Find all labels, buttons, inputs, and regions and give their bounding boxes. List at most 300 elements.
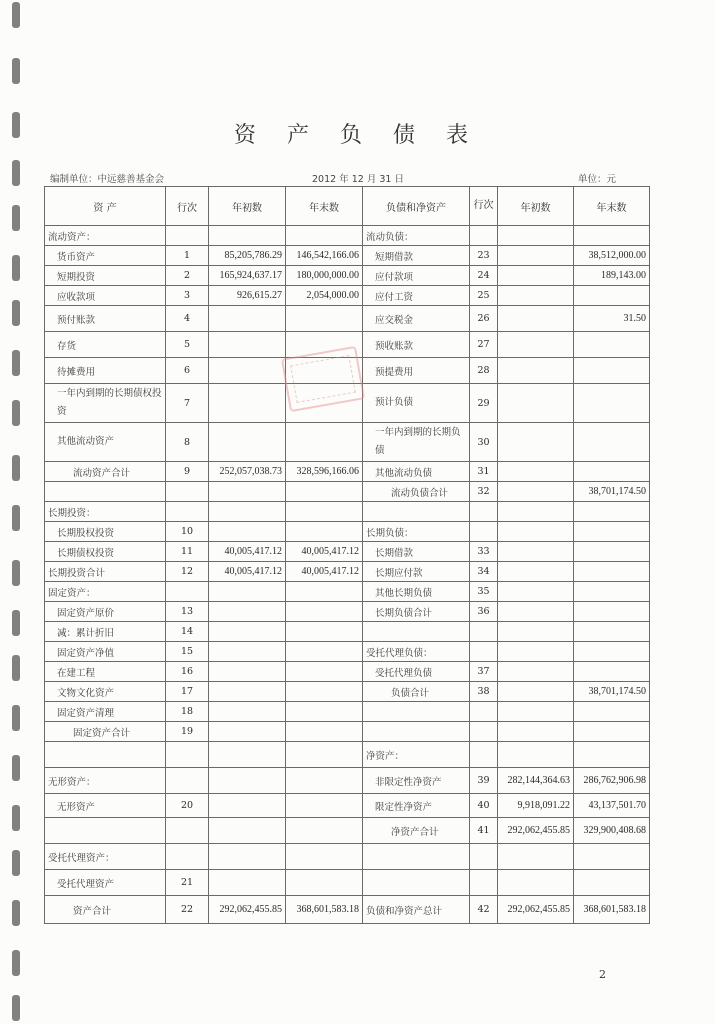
liability-label: 负债合计	[363, 682, 470, 702]
liability-label	[363, 870, 470, 896]
liability-label: 长期借款	[363, 542, 470, 562]
binding-hole	[12, 900, 20, 926]
asset-row-no: 6	[166, 358, 209, 384]
asset-end	[286, 768, 363, 794]
binding-hole	[12, 350, 20, 376]
asset-label: 受托代理资产：	[45, 844, 166, 870]
asset-begin	[209, 702, 286, 722]
asset-label: 固定资产：	[45, 582, 166, 602]
liability-label: 其他流动负债	[363, 462, 470, 482]
asset-row-no	[166, 582, 209, 602]
page-number: 2	[599, 968, 606, 981]
liability-row-no: 34	[470, 562, 498, 582]
liability-end: 38,701,174.50	[574, 682, 650, 702]
liability-begin	[498, 384, 574, 423]
liability-end	[574, 562, 650, 582]
asset-begin	[209, 682, 286, 702]
asset-end	[286, 742, 363, 768]
liability-begin	[498, 423, 574, 462]
asset-label: 无形资产	[45, 794, 166, 818]
liability-label	[363, 722, 470, 742]
asset-end: 2,054,000.00	[286, 286, 363, 306]
liability-end	[574, 642, 650, 662]
table-row	[45, 896, 650, 924]
table-row	[45, 818, 650, 844]
liability-end	[574, 358, 650, 384]
asset-row-no: 12	[166, 562, 209, 582]
asset-row-no: 17	[166, 682, 209, 702]
asset-begin	[209, 226, 286, 246]
asset-end	[286, 682, 363, 702]
asset-row-no	[166, 768, 209, 794]
asset-row-no: 2	[166, 266, 209, 286]
liability-begin	[498, 702, 574, 722]
asset-end: 368,601,583.18	[286, 896, 363, 924]
liability-end: 286,762,906.98	[574, 768, 650, 794]
liability-end	[574, 542, 650, 562]
asset-row-no: 14	[166, 622, 209, 642]
asset-end	[286, 722, 363, 742]
liability-end	[574, 286, 650, 306]
liability-row-no: 39	[470, 768, 498, 794]
liability-row-no	[470, 844, 498, 870]
table-row	[45, 286, 650, 306]
asset-begin	[209, 384, 286, 423]
table-row	[45, 482, 650, 502]
table-row	[45, 682, 650, 702]
asset-label: 固定资产净值	[45, 642, 166, 662]
liability-row-no	[470, 522, 498, 542]
asset-end	[286, 662, 363, 682]
liability-begin	[498, 722, 574, 742]
table-body	[45, 226, 650, 924]
liability-begin: 282,144,364.63	[498, 768, 574, 794]
asset-label: 一年内到期的长期债权投资	[45, 384, 166, 423]
asset-begin	[209, 742, 286, 768]
liability-row-no: 27	[470, 332, 498, 358]
asset-end	[286, 306, 363, 332]
binding-hole	[12, 655, 20, 681]
header-end: 年末数	[286, 187, 363, 226]
liability-label: 长期负债：	[363, 522, 470, 542]
asset-begin	[209, 662, 286, 682]
liability-row-no: 29	[470, 384, 498, 423]
liability-row-no	[470, 502, 498, 522]
asset-label: 长期投资：	[45, 502, 166, 522]
binding-hole	[12, 455, 20, 481]
asset-end	[286, 482, 363, 502]
liability-end	[574, 522, 650, 542]
asset-begin	[209, 622, 286, 642]
asset-end	[286, 602, 363, 622]
asset-label: 文物文化资产	[45, 682, 166, 702]
table-row	[45, 602, 650, 622]
liability-row-no: 25	[470, 286, 498, 306]
liability-row-no	[470, 870, 498, 896]
binding-hole	[12, 160, 20, 186]
binding-hole	[12, 560, 20, 586]
liability-row-no: 23	[470, 246, 498, 266]
asset-label: 流动资产合计	[45, 462, 166, 482]
asset-begin	[209, 870, 286, 896]
asset-label: 流动资产：	[45, 226, 166, 246]
liability-row-no: 24	[470, 266, 498, 286]
liability-row-no: 33	[470, 542, 498, 562]
table-row	[45, 306, 650, 332]
liability-begin	[498, 582, 574, 602]
binding-hole	[12, 300, 20, 326]
liability-label: 负债和净资产总计	[363, 896, 470, 924]
table-row	[45, 662, 650, 682]
liability-end: 38,512,000.00	[574, 246, 650, 266]
asset-label: 长期投资合计	[45, 562, 166, 582]
liability-label	[363, 502, 470, 522]
liability-end	[574, 423, 650, 462]
liability-row-no	[470, 722, 498, 742]
asset-begin	[209, 642, 286, 662]
asset-begin: 85,205,786.29	[209, 246, 286, 266]
liability-label: 流动负债合计	[363, 482, 470, 502]
liability-row-no	[470, 742, 498, 768]
asset-begin	[209, 768, 286, 794]
liability-end	[574, 602, 650, 622]
liability-label: 预提费用	[363, 358, 470, 384]
binding-hole	[12, 950, 20, 976]
asset-end	[286, 642, 363, 662]
binding-hole	[12, 255, 20, 281]
asset-row-no: 7	[166, 384, 209, 423]
liability-end	[574, 582, 650, 602]
liability-end	[574, 384, 650, 423]
asset-label: 应收款项	[45, 286, 166, 306]
asset-label: 固定资产原价	[45, 602, 166, 622]
asset-row-no	[166, 482, 209, 502]
asset-label: 固定资产合计	[45, 722, 166, 742]
liability-label: 非限定性净资产	[363, 768, 470, 794]
liability-begin	[498, 682, 574, 702]
liability-begin	[498, 522, 574, 542]
liability-begin: 292,062,455.85	[498, 818, 574, 844]
liability-label: 应交税金	[363, 306, 470, 332]
table-row	[45, 542, 650, 562]
asset-label: 在建工程	[45, 662, 166, 682]
asset-begin	[209, 602, 286, 622]
asset-row-no: 10	[166, 522, 209, 542]
asset-begin	[209, 522, 286, 542]
asset-row-no: 3	[166, 286, 209, 306]
table-row	[45, 423, 650, 462]
asset-row-no	[166, 226, 209, 246]
asset-label: 受托代理资产	[45, 870, 166, 896]
liability-label: 净资产合计	[363, 818, 470, 844]
binding-hole	[12, 755, 20, 781]
liability-row-no	[470, 702, 498, 722]
asset-end	[286, 522, 363, 542]
asset-end	[286, 818, 363, 844]
asset-end	[286, 870, 363, 896]
table-row	[45, 562, 650, 582]
liability-begin	[498, 332, 574, 358]
asset-row-no: 1	[166, 246, 209, 266]
table-row	[45, 794, 650, 818]
asset-row-no: 20	[166, 794, 209, 818]
currency-unit: 单位：元	[578, 174, 617, 185]
liability-row-no: 40	[470, 794, 498, 818]
report-date: 2012 年 12 月 31 日	[312, 174, 404, 185]
asset-row-no	[166, 502, 209, 522]
asset-label: 待摊费用	[45, 358, 166, 384]
liability-label: 受托代理负债：	[363, 642, 470, 662]
asset-row-no: 18	[166, 702, 209, 722]
binding-hole	[12, 505, 20, 531]
liability-label: 受托代理负债	[363, 662, 470, 682]
asset-end: 40,005,417.12	[286, 562, 363, 582]
table-row	[45, 462, 650, 482]
asset-begin	[209, 722, 286, 742]
liability-end	[574, 226, 650, 246]
balance-sheet-table	[44, 186, 650, 924]
asset-label: 货币资产	[45, 246, 166, 266]
asset-begin	[209, 423, 286, 462]
asset-begin: 292,062,455.85	[209, 896, 286, 924]
liability-end	[574, 870, 650, 896]
asset-row-no: 16	[166, 662, 209, 682]
liability-end: 189,143.00	[574, 266, 650, 286]
asset-label	[45, 818, 166, 844]
liability-begin	[498, 742, 574, 768]
liability-end	[574, 844, 650, 870]
binding-hole	[12, 805, 20, 831]
asset-row-no: 11	[166, 542, 209, 562]
header-row-no-2: 行次	[470, 187, 498, 226]
liability-begin	[498, 844, 574, 870]
liability-begin	[498, 642, 574, 662]
liability-begin	[498, 602, 574, 622]
liability-begin: 292,062,455.85	[498, 896, 574, 924]
binding-hole	[12, 610, 20, 636]
asset-end	[286, 582, 363, 602]
asset-row-no: 19	[166, 722, 209, 742]
table-row	[45, 522, 650, 542]
asset-label: 资产合计	[45, 896, 166, 924]
asset-row-no: 22	[166, 896, 209, 924]
liability-label: 应付款项	[363, 266, 470, 286]
table-row	[45, 742, 650, 768]
liability-end	[574, 462, 650, 482]
liability-begin	[498, 306, 574, 332]
asset-end: 146,542,166.06	[286, 246, 363, 266]
asset-end	[286, 226, 363, 246]
table-header-row	[45, 187, 650, 226]
liability-end: 38,701,174.50	[574, 482, 650, 502]
liability-begin	[498, 662, 574, 682]
liability-begin: 9,918,091.22	[498, 794, 574, 818]
header-begin-2: 年初数	[498, 187, 574, 226]
asset-begin	[209, 582, 286, 602]
asset-label	[45, 742, 166, 768]
table-row	[45, 722, 650, 742]
asset-row-no	[166, 818, 209, 844]
asset-label: 短期投资	[45, 266, 166, 286]
asset-label: 其他流动资产	[45, 423, 166, 462]
liability-end	[574, 742, 650, 768]
asset-end	[286, 702, 363, 722]
liability-end	[574, 702, 650, 722]
asset-label: 固定资产清理	[45, 702, 166, 722]
binding-hole	[12, 400, 20, 426]
binding-hole	[12, 995, 20, 1021]
asset-row-no: 5	[166, 332, 209, 358]
header-liabilities: 负债和净资产	[363, 187, 470, 226]
asset-label	[45, 482, 166, 502]
liability-end: 43,137,501.70	[574, 794, 650, 818]
asset-begin: 165,924,637.17	[209, 266, 286, 286]
asset-row-no	[166, 844, 209, 870]
asset-begin: 40,005,417.12	[209, 562, 286, 582]
liability-label: 预收账款	[363, 332, 470, 358]
liability-row-no: 37	[470, 662, 498, 682]
liability-row-no: 26	[470, 306, 498, 332]
liability-end	[574, 332, 650, 358]
liability-end: 31.50	[574, 306, 650, 332]
asset-end	[286, 794, 363, 818]
binding-hole	[12, 850, 20, 876]
table-row	[45, 502, 650, 522]
table-row	[45, 226, 650, 246]
header-begin: 年初数	[209, 187, 286, 226]
liability-end	[574, 622, 650, 642]
liability-row-no: 32	[470, 482, 498, 502]
asset-begin	[209, 502, 286, 522]
liability-begin	[498, 622, 574, 642]
liability-end	[574, 502, 650, 522]
liability-begin	[498, 562, 574, 582]
liability-begin	[498, 226, 574, 246]
liability-label: 长期应付款	[363, 562, 470, 582]
table-row	[45, 266, 650, 286]
asset-row-no: 15	[166, 642, 209, 662]
binding-holes	[12, 0, 26, 1024]
asset-begin	[209, 332, 286, 358]
liability-label: 预计负债	[363, 384, 470, 423]
asset-begin	[209, 794, 286, 818]
liability-row-no: 31	[470, 462, 498, 482]
asset-begin	[209, 844, 286, 870]
liability-label	[363, 844, 470, 870]
liability-row-no: 42	[470, 896, 498, 924]
asset-end: 40,005,417.12	[286, 542, 363, 562]
liability-row-no: 36	[470, 602, 498, 622]
liability-begin	[498, 462, 574, 482]
asset-begin: 40,005,417.12	[209, 542, 286, 562]
liability-row-no: 38	[470, 682, 498, 702]
table-row	[45, 870, 650, 896]
liability-label: 其他长期负债	[363, 582, 470, 602]
liability-begin	[498, 482, 574, 502]
liability-begin	[498, 502, 574, 522]
asset-end	[286, 423, 363, 462]
liability-row-no: 41	[470, 818, 498, 844]
liability-row-no	[470, 622, 498, 642]
table-row	[45, 246, 650, 266]
liability-label: 净资产：	[363, 742, 470, 768]
liability-row-no	[470, 642, 498, 662]
asset-begin	[209, 482, 286, 502]
liability-row-no	[470, 226, 498, 246]
asset-end	[286, 622, 363, 642]
table-row	[45, 622, 650, 642]
liability-end	[574, 722, 650, 742]
table-row	[45, 844, 650, 870]
table-row	[45, 702, 650, 722]
asset-row-no: 13	[166, 602, 209, 622]
liability-begin	[498, 358, 574, 384]
asset-label: 长期债权投资	[45, 542, 166, 562]
binding-hole	[12, 205, 20, 231]
asset-end	[286, 502, 363, 522]
asset-begin	[209, 306, 286, 332]
liability-label: 短期借款	[363, 246, 470, 266]
asset-begin	[209, 358, 286, 384]
liability-row-no: 30	[470, 423, 498, 462]
binding-hole	[12, 58, 20, 84]
liability-label: 应付工资	[363, 286, 470, 306]
liability-label	[363, 622, 470, 642]
asset-label: 减：累计折旧	[45, 622, 166, 642]
liability-end: 329,900,408.68	[574, 818, 650, 844]
binding-hole	[12, 705, 20, 731]
liability-end: 368,601,583.18	[574, 896, 650, 924]
liability-begin	[498, 266, 574, 286]
asset-end: 328,596,166.06	[286, 462, 363, 482]
organization-label: 编制单位：中远慈善基金会	[50, 174, 165, 185]
liability-begin	[498, 870, 574, 896]
binding-hole	[12, 2, 20, 28]
liability-row-no: 28	[470, 358, 498, 384]
table-row	[45, 768, 650, 794]
document-title: 资 产 负 债 表	[234, 123, 480, 148]
asset-label: 无形资产：	[45, 768, 166, 794]
asset-label: 存货	[45, 332, 166, 358]
header-end-2: 年末数	[574, 187, 650, 226]
liability-begin	[498, 286, 574, 306]
asset-row-no: 4	[166, 306, 209, 332]
asset-row-no: 9	[166, 462, 209, 482]
asset-label: 预付账款	[45, 306, 166, 332]
asset-row-no: 21	[166, 870, 209, 896]
liability-label	[363, 702, 470, 722]
asset-label: 长期股权投资	[45, 522, 166, 542]
liability-row-no: 35	[470, 582, 498, 602]
liability-begin	[498, 542, 574, 562]
liability-label: 流动负债：	[363, 226, 470, 246]
asset-end	[286, 844, 363, 870]
asset-row-no: 8	[166, 423, 209, 462]
liability-label: 一年内到期的长期负债	[363, 423, 470, 462]
liability-begin	[498, 246, 574, 266]
asset-begin	[209, 818, 286, 844]
table-row	[45, 582, 650, 602]
liability-label: 长期负债合计	[363, 602, 470, 622]
liability-end	[574, 662, 650, 682]
header-row-no: 行次	[166, 187, 209, 226]
liability-label: 限定性净资产	[363, 794, 470, 818]
asset-row-no	[166, 742, 209, 768]
asset-end: 180,000,000.00	[286, 266, 363, 286]
table-row	[45, 642, 650, 662]
asset-begin: 926,615.27	[209, 286, 286, 306]
asset-begin: 252,057,038.73	[209, 462, 286, 482]
